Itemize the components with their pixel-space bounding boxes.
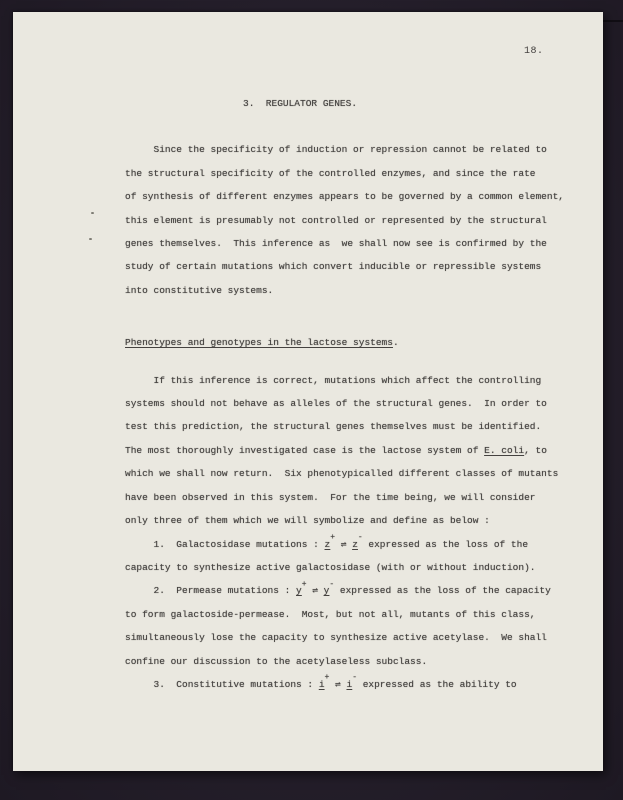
superscript-text: -	[329, 579, 335, 589]
text-segment: capacity to synthesize active galactosidase (with or without induction).	[125, 561, 536, 573]
document-page	[13, 12, 603, 771]
text-segment: ⇌	[335, 538, 353, 550]
underlined-text: Phenotypes and genotypes in the lactose systems	[125, 337, 393, 349]
superscript-text: -	[352, 673, 357, 683]
text-line	[125, 462, 601, 485]
text-line	[125, 556, 601, 579]
text-line	[125, 279, 601, 302]
paragraph-2	[125, 369, 601, 697]
text-segment: confine our discussion to the acetylaseless subclass.	[125, 655, 428, 667]
text-line	[125, 439, 601, 462]
section-heading	[125, 331, 601, 354]
text-segment: 1. Galactosidase mutations :	[125, 538, 325, 550]
text-line	[125, 162, 601, 185]
text-segment: expressed as the loss of the	[362, 538, 529, 550]
text-segment: to form galactoside-permease. Most, but not all, mutants of this class,	[125, 608, 536, 620]
text-segment: Since the specificity of induction or repression cannot be related to	[125, 144, 547, 156]
text-segment: have been observed in this system. For the time being, we will consider	[125, 491, 536, 503]
text-segment: 3. REGULATOR GENES.	[243, 98, 358, 109]
text-segment: If this inference is correct, mutations which affect the controlling	[125, 374, 542, 386]
text-line	[125, 255, 601, 278]
text-segment: only three of them which we will symbolize and define as below :	[125, 515, 490, 527]
text-segment: systems should not behave as alleles of the structural genes. In order to	[125, 398, 547, 410]
underlined-text: E. coli	[484, 444, 525, 456]
underlined-text: i	[318, 678, 325, 690]
text-segment: which we shall now return. Six phenotypicalled different classes of mutants	[125, 468, 559, 480]
underlined-text: z	[324, 538, 331, 550]
text-line	[125, 331, 601, 354]
text-line	[125, 138, 601, 161]
text-segment: .	[392, 337, 399, 349]
text-line	[243, 92, 601, 115]
text-segment: genes themselves. This inference as we shall now see is confirmed by the	[125, 238, 547, 250]
superscript-text: +	[301, 579, 307, 589]
text-segment: into constitutive systems.	[125, 284, 274, 296]
text-segment: the structural specificity of the controlled enzymes, and since the rate	[125, 167, 536, 179]
text-line	[125, 673, 601, 696]
text-segment: expressed as the loss of the capacity	[334, 585, 551, 597]
paragraph-1	[125, 138, 601, 302]
text-segment: of synthesis of different enzymes appears to be governed by a common element,	[125, 191, 564, 203]
text-line	[125, 533, 601, 556]
underlined-text: y	[323, 585, 330, 597]
superscript-text: -	[357, 532, 363, 542]
text-segment: 3. Constitutive mutations :	[125, 678, 319, 690]
text-line	[125, 486, 601, 509]
text-line	[125, 392, 601, 415]
text-line	[125, 626, 601, 649]
text-line	[125, 209, 601, 232]
text-segment: 2. Permease mutations :	[125, 585, 297, 597]
underlined-text: y	[296, 585, 302, 597]
title	[125, 92, 601, 115]
mat-crease	[600, 20, 623, 22]
text-line	[125, 579, 601, 602]
text-segment: test this prediction, the structural genes themselves must be identified.	[125, 421, 542, 433]
superscript-text: +	[324, 673, 330, 683]
text-segment: The most thoroughly investigated case is the lactose system of	[125, 444, 485, 456]
text-line	[125, 509, 601, 532]
page-body	[125, 92, 601, 696]
text-segment: , to	[524, 444, 547, 456]
superscript-text: +	[330, 532, 336, 542]
text-line	[125, 369, 601, 392]
text-segment: simultaneously lose the capacity to synthesize active acetylase. We shall	[125, 632, 547, 644]
text-segment: expressed as the ability to	[357, 678, 517, 690]
pencil-dot	[89, 238, 92, 240]
text-line	[125, 603, 601, 626]
pencil-dot	[91, 212, 94, 214]
text-line	[125, 415, 601, 438]
text-segment: ⇌	[306, 585, 324, 597]
text-segment: study of certain mutations which convert inducible or repressible systems	[125, 261, 542, 273]
text-segment: ⇌	[329, 678, 347, 690]
text-line	[125, 650, 601, 673]
underlined-text: z	[352, 538, 358, 550]
text-line	[125, 185, 601, 208]
text-line	[125, 232, 601, 255]
text-segment: this element is presumably not controlled or represented by the structural	[125, 214, 547, 226]
page-number: 18.	[524, 46, 544, 57]
underlined-text: i	[346, 678, 353, 690]
